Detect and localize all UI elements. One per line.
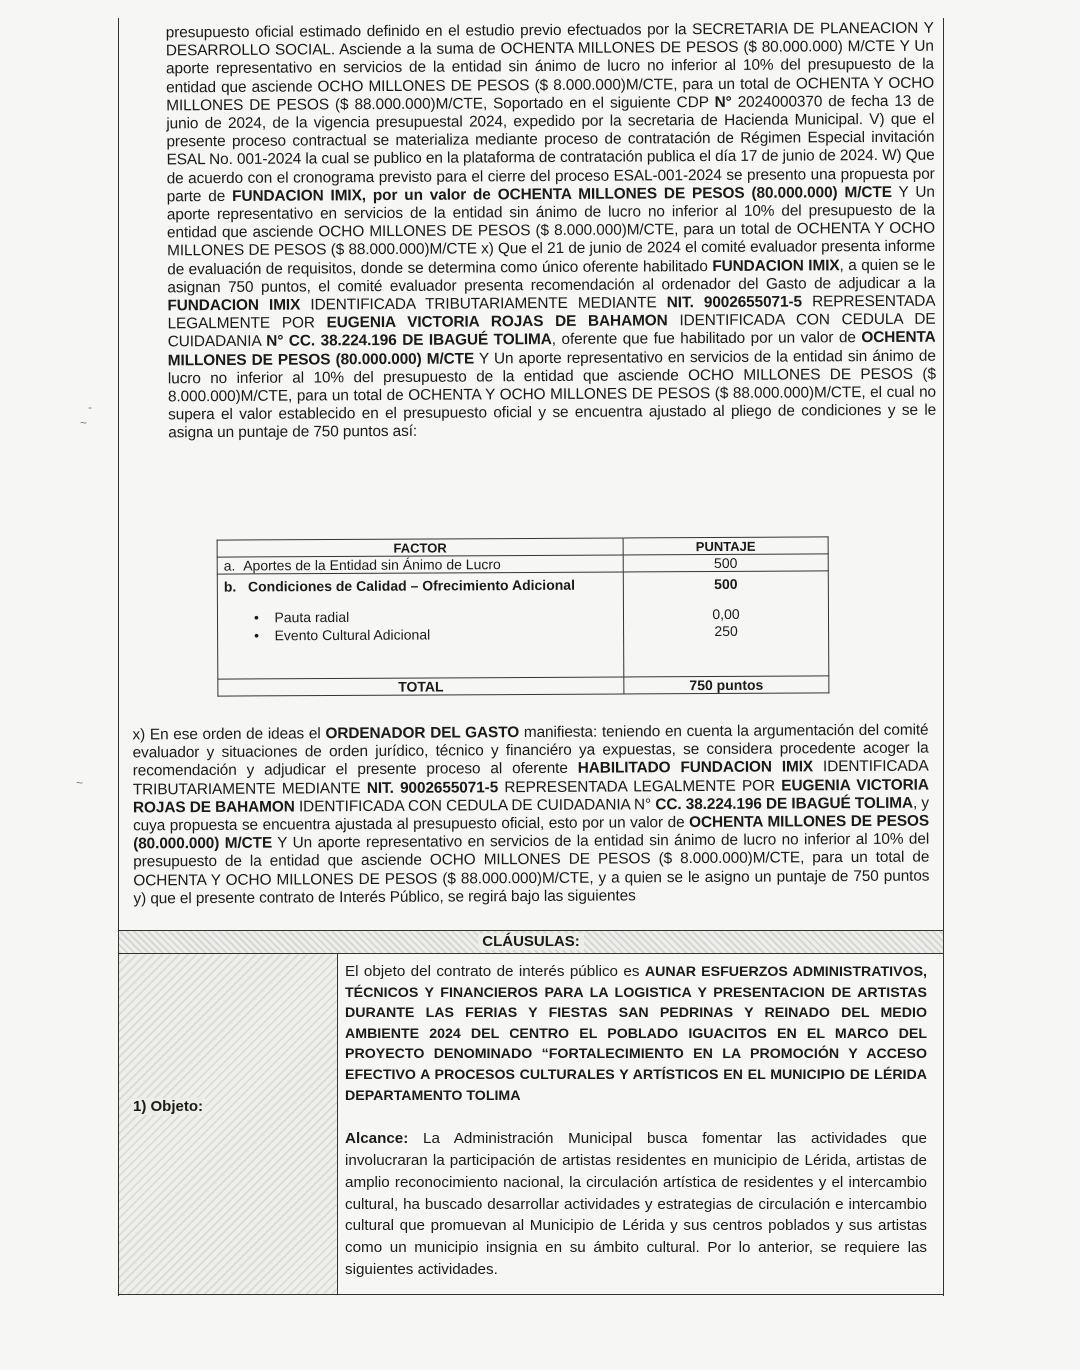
document-page — [118, 18, 944, 1296]
text-bold: EUGENIA VICTORIA ROJAS DE BAHAMON — [326, 312, 668, 332]
text: presupuesto oficial estimado definido en el estudio previo efectuados por la SECRETARIA DE PLANEACION Y DESARROLLO SOCIAL. Asciende a la suma de OCHENTA MILLONES DE PESOS ($ 80.000.000) M/CTE Y Un aporte representativo en servicios de la entidad sin ánimo de lucro no inferior al 10% del presupuesto de la entidad que asciende OCHO MILLONES DE PESOS ($ 8.000.000)M/CTE, para un total de OCHENTA Y OCHO MILLONES DE PESOS ($ 88.000.000)M/CTE, Soportado en el siguiente CDP — [165, 19, 935, 115]
clausulas-title: CLÁUSULAS: — [478, 933, 584, 950]
factor-b-cell: b. Condiciones de Calidad – Ofrecimiento Adicional • Pauta radial • Evento Cultural Adicional — [217, 572, 624, 679]
text-bold: N° CC. 38.224.196 DE IBAGUÉ TOLIMA — [266, 331, 552, 351]
factor-letter: a. — [223, 557, 236, 574]
margin-mark: ~ — [76, 776, 84, 790]
objeto-label-cell — [119, 954, 338, 1294]
factor-points: 500 — [714, 575, 738, 592]
factor-label: Condiciones de Calidad – Ofrecimiento Adicional — [247, 576, 575, 595]
margin-mark: - — [88, 400, 92, 414]
factor-a-points: 500 — [623, 554, 828, 572]
text: IDENTIFICADA TRIBUTARIAMENTE MEDIANTE — [300, 294, 667, 314]
text: manifiesta: teniendo en cuenta la argumentación del comité evaluador y situaciones de orden jurídico, técnico y financiéro ya expuestas, se considera procedente acoger la recomendación y adjudicar el presente proceso al oferente — [132, 721, 929, 780]
text: Y Un aporte representativo en servicios de la entidad sin ánimo de lucro no inferior al 10% del presupuesto de la entidad que asciende OCHO MILLONES DE PESOS ($ 8.000.000)M/CTE, para un total de OCHENTA Y OCHO MILLONES DE PESOS ($ 88.000.000)M/CTE x) Que el 21 de junio de 2024 el comité evaluador presenta informe de evaluación de requisitos, donde se determina como único oferente habilitado — [166, 183, 936, 278]
text-bold: EUGENIA VICTORIA ROJAS DE BAHAMON — [132, 776, 929, 817]
factor-letter: b. — [223, 578, 237, 595]
objeto-statement — [345, 962, 927, 1106]
text: , a quien se le asignan 750 puntos, el comité evaluador presenta recomendación al ordenador del Gasto de adjudicar a la — [167, 256, 936, 297]
text-bold: NIT. 9002655071-5 — [666, 293, 802, 312]
factor-label: Aportes de la Entidad sin Ánimo de Lucro — [243, 556, 501, 574]
subfactor-label: Evento Cultural Adicional — [274, 626, 431, 644]
text-bold: FUNDACION IMIX, por un valor de OCHENTA MILLONES DE PESOS (80.000.000) M/CTE — [232, 183, 892, 205]
clausulas-header — [119, 930, 943, 954]
alcance-paragraph — [345, 1128, 927, 1281]
margin-mark: ~ — [80, 416, 88, 430]
subfactor-points: 0,00 — [712, 605, 740, 623]
paragraph-ordenador — [132, 722, 929, 909]
objeto-label: 1) Objeto: — [133, 1098, 203, 1115]
text: IDENTIFICADA CON CEDULA DE CUIDADANIA — [167, 310, 936, 351]
text-bold: HABILITADO FUNDACION IMIX — [577, 758, 814, 778]
subfactor-points: 250 — [714, 622, 738, 639]
text: El objeto del contrato de interés público es — [345, 963, 645, 980]
text: x) En ese orden de ideas el — [132, 725, 326, 744]
text: IDENTIFICADA TRIBUTARIAMENTE MEDIANTE — [132, 757, 929, 799]
subfactor-label: Pauta radial — [274, 608, 350, 626]
text-bold: FUNDACION IMIX — [712, 256, 840, 275]
text-bold: N° — [714, 93, 732, 111]
text: REPRESENTADA LEGALMENTE POR — [498, 777, 782, 796]
text-bold: CC. 38.224.196 DE IBAGUÉ TOLIMA — [655, 794, 914, 814]
text: 2024000370 de fecha 13 de junio de 2024, de la vigencia presupuestal 2024, expedido por la secretaria de Hacienda Municipal. V) que el presente proceso contractual se materializa mediante proceso de contratación de Régimen Especial invitación ESAL No. 001-2024 la cual se publico en la plataforma de contratación publica el día 17 de junio de 2024. W) Que de acuerdo con el cronograma previsto para el cierre del proceso ESAL-001-2024 se presento una propuesta por parte de — [166, 92, 935, 206]
text-bold: ORDENADOR DEL GASTO — [325, 724, 520, 743]
text: REPRESENTADA LEGALMENTE POR — [167, 292, 936, 333]
text-bold: OCHENTA MILLONES DE PESOS (80.000.000) M/CTE — [133, 812, 930, 853]
text: Y Un aporte representativo en servicios de la entidad sin ánimo de lucro no inferior al 10% del presupuesto de la entidad que asciende OCHO MILLONES DE PESOS ($ 8.000.000)M/CTE, para un total de OCHENTA Y OCHO MILLONES DE PESOS ($ 88.000.000)M/CTE, el cual no supera el valor establecido en el presupuesto oficial y se encuentra ajustado al pliego de condiciones y se le asigna un puntaje de 750 puntos así: — [167, 347, 937, 442]
text: , oferente que fue habilitado por un valor de — [551, 329, 862, 349]
total-label: TOTAL — [218, 677, 624, 696]
factor-a-cell — [217, 555, 623, 574]
paragraph-adjudication-context — [166, 20, 937, 443]
text-bold: AUNAR ESFUERZOS ADMINISTRATIVOS, TÉCNICOS Y FINANCIEROS PARA LA LOGISTICA Y PRESENTACION DE ARTISTAS DURANTE LAS FERIAS Y FIESTAS SAN PEDRINAS Y REINADO DEL MEDIO AMBIENTE 2024 DEL CENTRO EL POBLADO IGUACITOS EN EL MARCO DEL PROYECTO DENOMINADO “FORTALECIMIENTO EN LA PROMOCIÓN Y ACCESO EFECTIVO A PROCESOS CULTURALES Y ARTÍSTICOS EN EL MUNICIPIO DE LÉRIDA DEPARTAMENTO TOLIMA — [345, 964, 927, 1104]
table-total-row — [218, 676, 829, 696]
total-points: 750 puntos — [624, 676, 829, 694]
text: IDENTIFICADA CON CEDULA DE CUIDADANIA N° — [294, 796, 656, 816]
text: La Administración Municipal busca fomentar las actividades que involucraran la participación de artistas residentes en municipio de Lérida, artistas de amplio reconocimiento nacional, la circulación artística de residentes y el intercambio cultural, ha buscado desarrollar actividades y estrategias de circulación e intercambio cultural que promuevan al Municipio de Lérida y sus centros poblados y sus artistas como un municipio insignia en su ámbito cultural. Por lo anterior, se requiere las siguientes actividades. — [345, 1130, 927, 1278]
text-bold: OCHENTA MILLONES DE PESOS (80.000.000) M/CTE — [167, 329, 936, 369]
header-puntaje: PUNTAJE — [623, 537, 828, 555]
text-bold: NIT. 9002655071-5 — [366, 778, 499, 797]
text: , y cuya propuesta se encuentra ajustada al presupuesto oficial, esto por un valor de — [133, 794, 930, 835]
page-bottom-border — [119, 1294, 943, 1295]
scoring-table — [217, 536, 830, 696]
text-bold: FUNDACION IMIX — [167, 296, 301, 315]
text: Y Un aporte representativo en servicios de la entidad sin ánimo de lucro no inferior al 10% del presupuesto de la entidad que asciende OCHO MILLONES DE PESOS ($ 8.000.000)M/CTE, para un total de OCHENTA Y OCHO MILLONES DE PESOS ($ 88.000.000)M/CTE, y a quien se le asigno un puntaje de 750 puntos y) que el presente contrato de Interés Público, se regirá bajo las siguientes — [133, 830, 930, 908]
objeto-content — [345, 962, 927, 1281]
header-factor: FACTOR — [217, 538, 623, 557]
factor-b-points-cell — [623, 571, 829, 677]
alcance-label: Alcance: — [345, 1130, 409, 1148]
table-row — [217, 571, 829, 679]
